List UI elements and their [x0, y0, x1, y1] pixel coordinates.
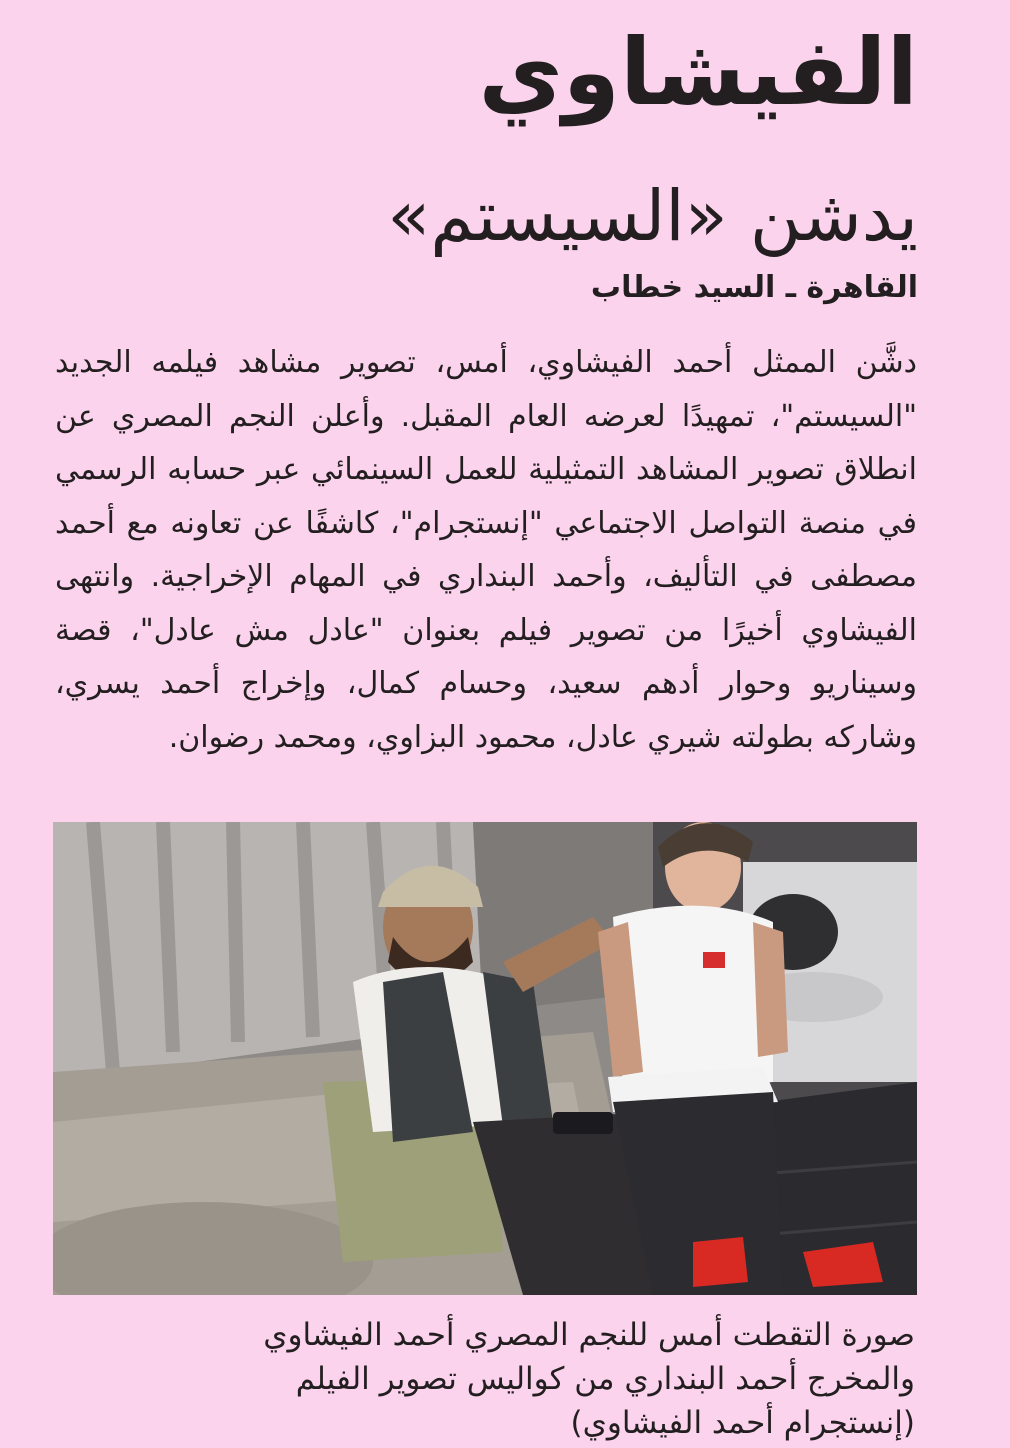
- article-body: دشَّن الممثل أحمد الفيشاوي، أمس، تصوير مشاهد فيلمه الجديد "السيستم"، تمهيدًا لعرضه العام المقبل. وأعلن النجم المصري عن انطلاق تصوير المشاهد التمثيلية للعمل السينمائي عبر حسابه الرسمي في منصة التواصل الاجتماعي "إنستجرام"، كاشفًا عن تعاونه مع أحمد مصطفى في التأليف، وأحمد البنداري في المهام الإخراجية. وانتهى الفيشاوي أخيرًا من تصوير فيلم بعنوان "عادل مش عادل"، قصة وسيناريو وحوار أدهم سعيد، وحسام كمال، وإخراج أحمد يسري، وشاركه بطولته شيري عادل، محمود البزاوي، ومحمد رضوان.: [55, 345, 917, 755]
- byline: القاهرة ـ السيد خطاب: [590, 270, 918, 305]
- headline: الفيشاوي: [478, 19, 918, 126]
- subheadline: يدشن «السيستم»: [387, 175, 918, 257]
- caption-line: صورة التقطت أمس للنجم المصري أحمد الفيشاوي: [263, 1317, 915, 1353]
- photo-caption: [55, 1313, 915, 1445]
- article-photo: [53, 822, 917, 1295]
- caption-line: والمخرج أحمد البنداري من كواليس تصوير الفيلم: [295, 1361, 915, 1397]
- caption-credit: (إنستجرام أحمد الفيشاوي): [570, 1405, 915, 1441]
